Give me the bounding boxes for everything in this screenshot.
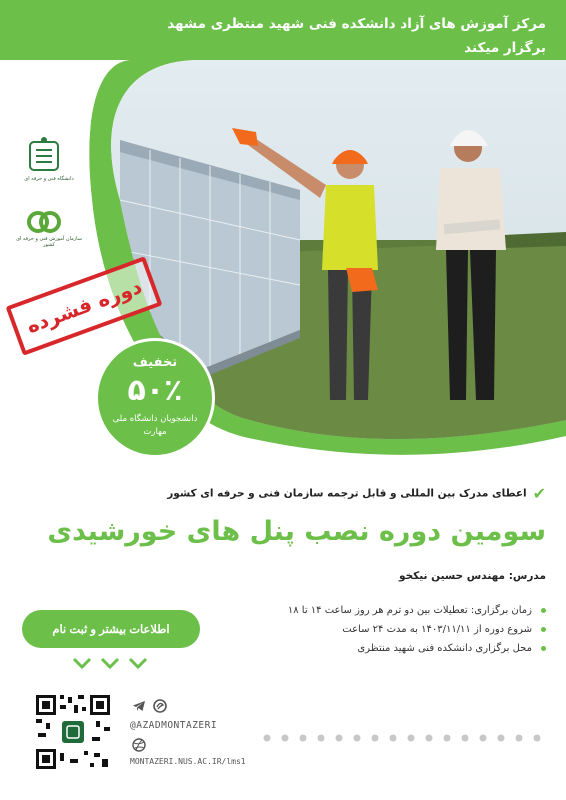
instagram-icon[interactable] [152, 698, 168, 714]
bullet-dot-icon [541, 627, 546, 632]
bullet-dot-icon [541, 608, 546, 613]
discount-value: ۵۰٪ [127, 373, 183, 408]
bullet-dot-icon [541, 646, 546, 651]
detail-text: محل برگزاری دانشکده فنی شهید منتظری [357, 643, 532, 654]
stamp-text: دوره فشرده [23, 274, 145, 338]
university-logo-caption: دانشگاه فنی و حرفه ای [24, 176, 74, 182]
qr-code[interactable] [34, 693, 112, 771]
organizer-line: مرکز آموزش های آزاد دانشکده فنی شهید منتظری مشهد [167, 16, 546, 32]
register-button[interactable]: اطلاعات بیشتر و ثبت نام [22, 610, 200, 648]
telegram-icon[interactable] [132, 700, 146, 712]
chevron-down-icon [72, 656, 152, 672]
decorative-dots [262, 733, 552, 743]
tvto-logo-caption: سازمان آموزش فنی و حرفه ای کشور [16, 236, 82, 248]
detail-item [226, 601, 546, 620]
certificate-note [46, 484, 546, 503]
detail-item [226, 620, 546, 639]
detail-text: زمان برگزاری: تعطیلات بین دو ترم هر روز ساعت ۱۴ تا ۱۸ [287, 605, 532, 616]
dribbble-icon[interactable] [132, 738, 146, 752]
tvto-logo [26, 208, 62, 236]
social-handle[interactable]: @AZADMONTAZERI [130, 720, 218, 731]
detail-item [226, 639, 546, 658]
organizer-header [106, 12, 546, 60]
university-logo [26, 136, 62, 176]
course-details [226, 601, 546, 658]
certificate-text: اعطای مدرک بین المللی و قابل ترجمه سازمان فنی و حرفه ای کشور [167, 487, 527, 500]
check-icon: ✔ [532, 484, 546, 503]
website-url[interactable]: MONTAZERI.NUS.AC.IR/lms1 [130, 757, 246, 766]
course-title: سومین دوره نصب پنل های خورشیدی [47, 516, 546, 547]
instructor: مدرس: مهندس حسین نیکخو [398, 570, 546, 582]
discount-badge [95, 338, 215, 458]
discount-audience: دانشجویان دانشگاه ملی مهارت [112, 414, 198, 437]
discount-label: تخفیف [132, 355, 178, 370]
presents-line: برگزار میکند [464, 40, 546, 56]
detail-text: شروع دوره از ۱۴۰۳/۱۱/۱۱ به مدت ۲۴ ساعت [342, 624, 532, 635]
